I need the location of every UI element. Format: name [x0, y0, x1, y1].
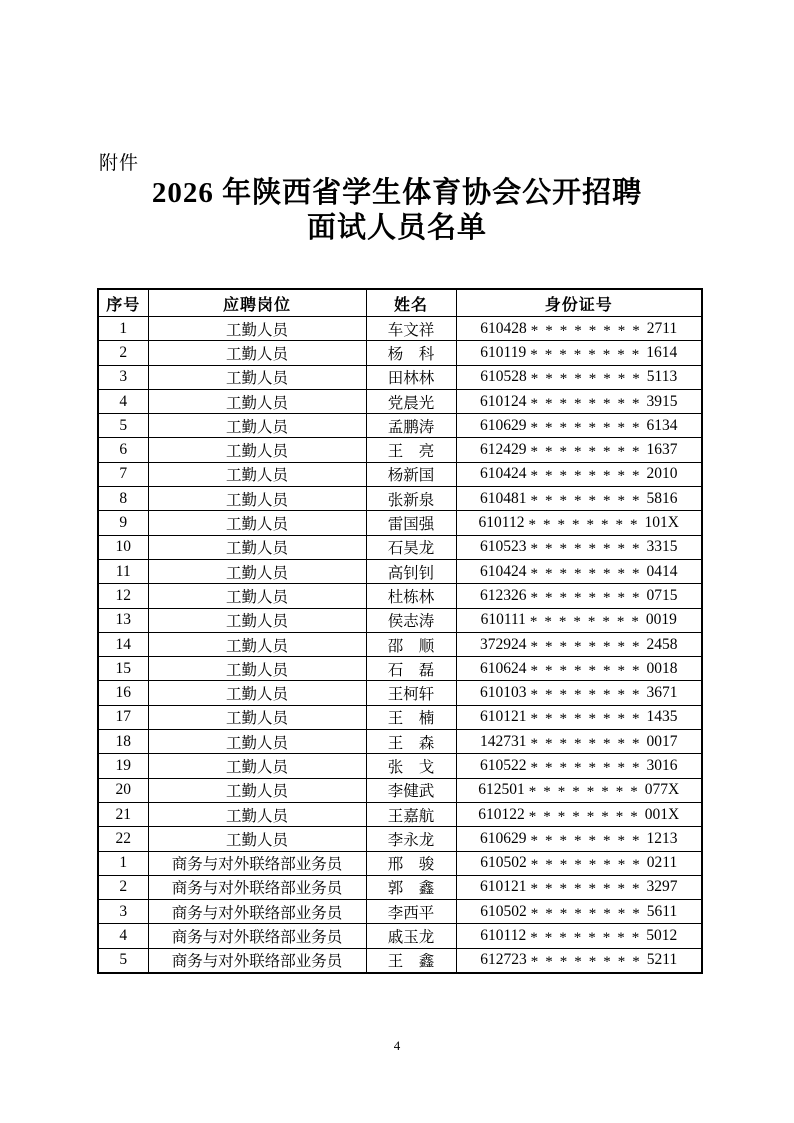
- cell-no: 9: [98, 511, 148, 535]
- cell-id: [456, 487, 702, 511]
- cell-position: 工勤人员: [148, 341, 366, 365]
- cell-id: [456, 827, 702, 851]
- document-title-line1: 2026 年陕西省学生体育协会公开招聘: [151, 177, 643, 209]
- cell-id: [456, 365, 702, 389]
- table-row: [98, 730, 702, 754]
- cell-position: 工勤人员: [148, 438, 366, 462]
- id-mask: ********: [530, 759, 647, 776]
- id-suffix: 5816: [646, 489, 678, 507]
- id-mask: ********: [530, 322, 647, 339]
- id-suffix: 1435: [646, 708, 678, 726]
- cell-id: [456, 317, 702, 341]
- id-prefix: 610528: [480, 368, 527, 386]
- table-row: [98, 948, 702, 973]
- id-mask: ********: [530, 419, 647, 436]
- id-prefix: 610111: [480, 611, 526, 629]
- table-row: [98, 802, 702, 826]
- id-mask: ********: [530, 492, 647, 509]
- table-row: [98, 487, 702, 511]
- id-suffix: 0715: [646, 586, 678, 604]
- table-row: [98, 778, 702, 802]
- cell-no: 5: [98, 948, 148, 973]
- table-row: [98, 365, 702, 389]
- cell-id: [456, 754, 702, 778]
- cell-id: [456, 802, 702, 826]
- table-row: [98, 608, 702, 632]
- cell-position: 工勤人员: [148, 559, 366, 583]
- id-mask: ********: [528, 808, 645, 825]
- cell-id: [456, 632, 702, 656]
- candidate-table-header: [98, 289, 702, 317]
- cell-no: 13: [98, 608, 148, 632]
- id-mask: ********: [528, 784, 645, 801]
- cell-name: 邢 骏: [366, 851, 456, 875]
- cell-position: 工勤人员: [148, 487, 366, 511]
- cell-name: 石 磊: [366, 657, 456, 681]
- cell-id: [456, 559, 702, 583]
- cell-id: [456, 705, 702, 729]
- cell-name: 王 鑫: [366, 948, 456, 973]
- id-suffix: 5113: [646, 368, 678, 386]
- cell-position: 工勤人员: [148, 705, 366, 729]
- id-prefix: 610103: [480, 684, 527, 702]
- id-mask: ********: [530, 565, 647, 582]
- cell-position: 商务与对外联络部业务员: [148, 875, 366, 899]
- cell-position: 商务与对外联络部业务员: [148, 900, 366, 924]
- id-prefix: 610124: [480, 392, 527, 410]
- id-prefix: 612326: [480, 586, 527, 604]
- cell-position: 工勤人员: [148, 608, 366, 632]
- cell-no: 14: [98, 632, 148, 656]
- id-mask: ********: [530, 735, 647, 752]
- cell-no: 2: [98, 875, 148, 899]
- cell-no: 16: [98, 681, 148, 705]
- cell-no: 2: [98, 341, 148, 365]
- cell-name: 孟鹏涛: [366, 414, 456, 438]
- id-suffix: 101X: [644, 514, 679, 532]
- cell-position: 工勤人员: [148, 462, 366, 486]
- cell-no: 3: [98, 365, 148, 389]
- id-mask: ********: [530, 371, 647, 388]
- cell-no: 1: [98, 851, 148, 875]
- id-mask: ********: [530, 881, 647, 898]
- cell-no: 18: [98, 730, 148, 754]
- id-mask: ********: [530, 638, 647, 655]
- id-suffix: 0019: [645, 611, 677, 629]
- cell-position: 工勤人员: [148, 681, 366, 705]
- cell-name: 郭 鑫: [366, 875, 456, 899]
- cell-no: 17: [98, 705, 148, 729]
- table-row: [98, 900, 702, 924]
- id-prefix: 610121: [480, 878, 527, 896]
- header-cell-name: 姓名: [366, 289, 456, 317]
- cell-id: [456, 389, 702, 413]
- cell-position: 工勤人员: [148, 730, 366, 754]
- cell-id: [456, 535, 702, 559]
- cell-no: 4: [98, 389, 148, 413]
- cell-no: 12: [98, 584, 148, 608]
- table-row: [98, 511, 702, 535]
- id-prefix: 610629: [480, 416, 527, 434]
- id-prefix: 610502: [480, 854, 527, 872]
- cell-id: [456, 511, 702, 535]
- id-prefix: 610112: [480, 927, 527, 945]
- cell-name: 王柯轩: [366, 681, 456, 705]
- cell-position: 工勤人员: [148, 657, 366, 681]
- cell-name: 石昊龙: [366, 535, 456, 559]
- candidate-table: [97, 288, 703, 974]
- table-row: [98, 559, 702, 583]
- table-row: [98, 657, 702, 681]
- cell-name: 王 亮: [366, 438, 456, 462]
- id-suffix: 2711: [646, 319, 678, 337]
- id-prefix: 610424: [480, 562, 527, 580]
- header-row: [98, 289, 702, 317]
- cell-id: [456, 730, 702, 754]
- cell-no: 22: [98, 827, 148, 851]
- cell-id: [456, 924, 702, 948]
- table-row: [98, 875, 702, 899]
- cell-position: 工勤人员: [148, 802, 366, 826]
- cell-name: 张 戈: [366, 754, 456, 778]
- cell-no: 11: [98, 559, 148, 583]
- table-row: [98, 414, 702, 438]
- cell-no: 4: [98, 924, 148, 948]
- id-mask: ********: [528, 517, 645, 534]
- id-suffix: 5211: [646, 951, 678, 969]
- table-row: [98, 341, 702, 365]
- cell-name: 党晨光: [366, 389, 456, 413]
- cell-name: 杨 科: [366, 341, 456, 365]
- cell-id: [456, 948, 702, 973]
- table-row: [98, 851, 702, 875]
- attachment-label: 附件: [99, 153, 140, 174]
- id-prefix: 142731: [480, 732, 527, 750]
- id-suffix: 5611: [646, 902, 678, 920]
- id-suffix: 3016: [646, 756, 678, 774]
- table-row: [98, 584, 702, 608]
- id-suffix: 0017: [646, 732, 678, 750]
- cell-name: 张新泉: [366, 487, 456, 511]
- table-row: [98, 535, 702, 559]
- table-row: [98, 754, 702, 778]
- id-suffix: 1637: [646, 441, 678, 459]
- cell-no: 6: [98, 438, 148, 462]
- cell-position: 工勤人员: [148, 317, 366, 341]
- cell-no: 7: [98, 462, 148, 486]
- cell-position: 工勤人员: [148, 511, 366, 535]
- table-row: [98, 705, 702, 729]
- id-mask: ********: [530, 857, 647, 874]
- cell-id: [456, 900, 702, 924]
- cell-name: 田林林: [366, 365, 456, 389]
- id-prefix: 610481: [480, 489, 527, 507]
- cell-position: 工勤人员: [148, 632, 366, 656]
- header-cell-position: 应聘岗位: [148, 289, 366, 317]
- id-prefix: 610522: [480, 756, 527, 774]
- cell-name: 高钊钊: [366, 559, 456, 583]
- cell-no: 15: [98, 657, 148, 681]
- table-row: [98, 438, 702, 462]
- id-prefix: 610122: [478, 805, 525, 823]
- id-suffix: 0211: [646, 854, 678, 872]
- id-mask: ********: [530, 930, 647, 947]
- table-row: [98, 632, 702, 656]
- id-mask: ********: [530, 589, 647, 606]
- cell-no: 19: [98, 754, 148, 778]
- id-suffix: 1213: [646, 829, 678, 847]
- id-mask: ********: [530, 444, 647, 461]
- id-mask: ********: [530, 395, 647, 412]
- cell-id: [456, 584, 702, 608]
- cell-name: 王嘉航: [366, 802, 456, 826]
- id-suffix: 001X: [644, 805, 680, 823]
- cell-name: 车文祥: [366, 317, 456, 341]
- cell-position: 工勤人员: [148, 365, 366, 389]
- cell-position: 商务与对外联络部业务员: [148, 948, 366, 973]
- header-cell-id: 身份证号: [456, 289, 702, 317]
- cell-name: 侯志涛: [366, 608, 456, 632]
- id-mask: ********: [530, 541, 647, 558]
- id-mask: ********: [530, 346, 647, 363]
- id-mask: ********: [530, 687, 647, 704]
- cell-position: 工勤人员: [148, 414, 366, 438]
- cell-id: [456, 414, 702, 438]
- cell-name: 王 森: [366, 730, 456, 754]
- id-mask: ********: [530, 468, 647, 485]
- id-prefix: 610424: [480, 465, 527, 483]
- document-title-line2: 面试人员名单: [306, 212, 487, 244]
- cell-name: 李西平: [366, 900, 456, 924]
- cell-id: [456, 681, 702, 705]
- id-mask: ********: [530, 954, 647, 971]
- cell-name: 李健武: [366, 778, 456, 802]
- id-prefix: 610112: [478, 514, 525, 532]
- cell-id: [456, 875, 702, 899]
- cell-name: 杜栋林: [366, 584, 456, 608]
- cell-no: 10: [98, 535, 148, 559]
- id-mask: ********: [530, 832, 647, 849]
- cell-no: 1: [98, 317, 148, 341]
- id-suffix: 5012: [646, 927, 678, 945]
- cell-id: [456, 778, 702, 802]
- id-suffix: 0018: [646, 659, 678, 677]
- id-prefix: 610523: [480, 538, 527, 556]
- cell-id: [456, 462, 702, 486]
- table-row: [98, 924, 702, 948]
- table-row: [98, 462, 702, 486]
- cell-position: 工勤人员: [148, 389, 366, 413]
- id-prefix: 610624: [480, 659, 527, 677]
- cell-name: 邵 顺: [366, 632, 456, 656]
- cell-name: 雷国强: [366, 511, 456, 535]
- page-number: 4: [393, 1038, 401, 1053]
- cell-no: 8: [98, 487, 148, 511]
- cell-no: 3: [98, 900, 148, 924]
- cell-id: [456, 851, 702, 875]
- table-row: [98, 681, 702, 705]
- id-suffix: 077X: [644, 781, 680, 799]
- cell-position: 商务与对外联络部业务员: [148, 924, 366, 948]
- table-row: [98, 827, 702, 851]
- id-suffix: 0414: [646, 562, 678, 580]
- id-suffix: 3915: [646, 392, 678, 410]
- id-mask: ********: [529, 614, 646, 631]
- id-prefix: 612723: [480, 951, 527, 969]
- cell-id: [456, 657, 702, 681]
- id-mask: ********: [530, 662, 647, 679]
- cell-name: 李永龙: [366, 827, 456, 851]
- cell-position: 商务与对外联络部业务员: [148, 851, 366, 875]
- table-row: [98, 317, 702, 341]
- cell-no: 20: [98, 778, 148, 802]
- id-suffix: 3297: [646, 878, 678, 896]
- header-cell-no: 序号: [98, 289, 148, 317]
- cell-position: 工勤人员: [148, 754, 366, 778]
- cell-id: [456, 608, 702, 632]
- id-prefix: 610119: [480, 343, 527, 361]
- candidate-table-body: [98, 317, 702, 974]
- id-suffix: 1614: [646, 343, 678, 361]
- id-suffix: 2010: [646, 465, 678, 483]
- id-prefix: 612429: [480, 441, 527, 459]
- cell-name: 杨新国: [366, 462, 456, 486]
- id-prefix: 610502: [480, 902, 527, 920]
- cell-position: 工勤人员: [148, 778, 366, 802]
- cell-id: [456, 438, 702, 462]
- cell-position: 工勤人员: [148, 584, 366, 608]
- cell-no: 5: [98, 414, 148, 438]
- id-suffix: 3315: [646, 538, 678, 556]
- id-mask: ********: [530, 905, 647, 922]
- id-prefix: 610428: [480, 319, 527, 337]
- cell-name: 王 楠: [366, 705, 456, 729]
- id-prefix: 610629: [480, 829, 527, 847]
- cell-no: 21: [98, 802, 148, 826]
- id-suffix: 6134: [646, 416, 678, 434]
- id-mask: ********: [530, 711, 647, 728]
- id-prefix: 372924: [480, 635, 527, 653]
- id-suffix: 3671: [646, 684, 678, 702]
- cell-name: 戚玉龙: [366, 924, 456, 948]
- id-prefix: 612501: [478, 781, 525, 799]
- id-prefix: 610121: [480, 708, 527, 726]
- document-title: [0, 176, 794, 246]
- cell-id: [456, 341, 702, 365]
- cell-position: 工勤人员: [148, 535, 366, 559]
- cell-position: 工勤人员: [148, 827, 366, 851]
- id-suffix: 2458: [646, 635, 678, 653]
- table-row: [98, 389, 702, 413]
